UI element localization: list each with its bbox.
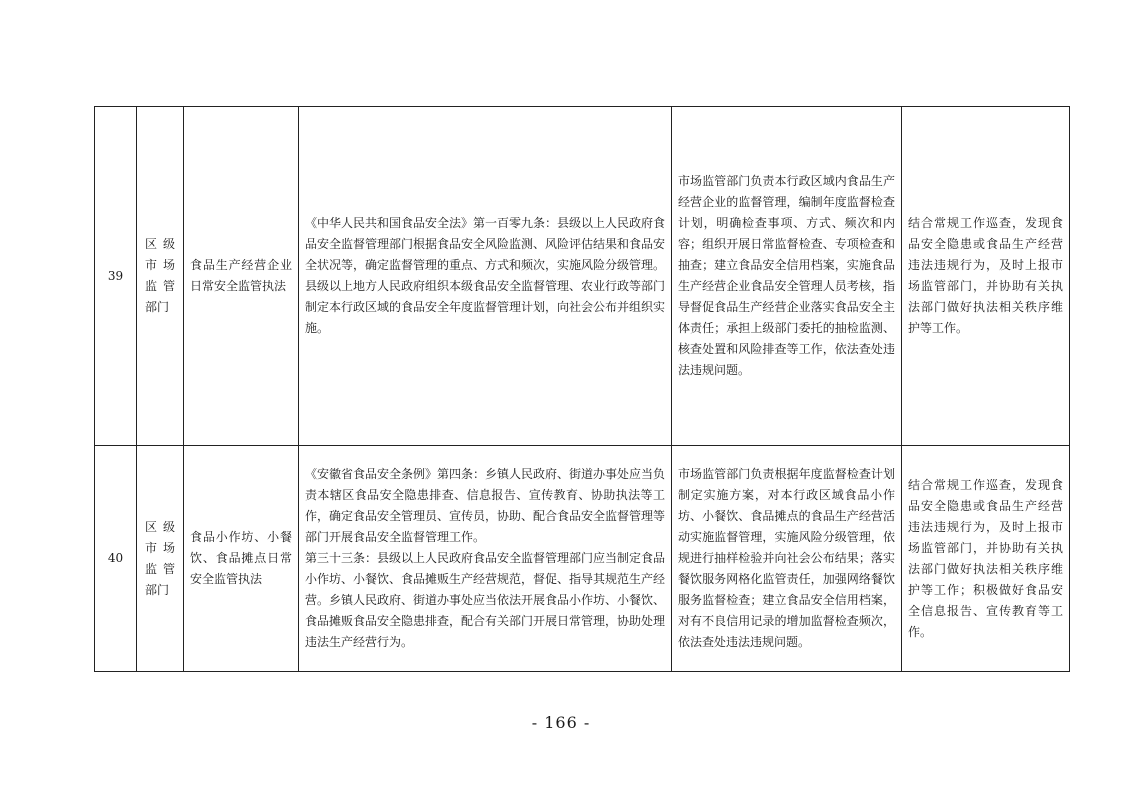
page-number: - 166 -: [531, 713, 591, 732]
table-row: [95, 107, 1070, 446]
cooperation-duty-cell: 结合常规工作巡查，发现食品安全隐患或食品生产经营违法违规行为，及时上报市场监管部门，并协助有关执法部门做好执法相关秩序维护等工作。: [902, 107, 1070, 446]
department-duty-cell: 市场监管部门负责本行政区域内食品生产经营企业的监督管理，编制年度监督检查计划，明确检查事项、方式、频次和内容；组织开展日常监督检查、专项检查和抽查；建立食品安全信用档案，实施食品生产经营企业食品安全管理人员考核，指导督促食品生产经营企业落实食品安全主体责任；承担上级部门委托的抽检监测、核查处置和风险排查等工作，依法查处违法违规问题。: [672, 107, 902, 446]
legal-basis-paragraph: 《中华人民共和国食品安全法》第一百零九条：县级以上人民政府食品安全监督管理部门根据食品安全风险监测、风险评估结果和食品安全状况等，确定监督管理的重点、方式和频次，实施风险分级管理。县级以上地方人民政府组织本级食品安全监督管理、农业行政等部门制定本行政区域的食品安全年度监督管理计划，向社会公布并组织实施。: [305, 216, 666, 335]
cooperation-duty-cell: 结合常规工作巡查，发现食品安全隐患或食品生产经营违法违规行为，及时上报市场监管部门，并协助有关执法部门做好执法相关秩序维护等工作；积极做好食品安全信息报告、宣传教育等工作。: [902, 446, 1070, 672]
item-cell: 食品小作坊、小餐饮、食品摊点日常安全监管执法: [184, 446, 299, 672]
row-number: 40: [95, 446, 137, 672]
department-cell: 区级市场监管部门: [137, 446, 184, 672]
item-cell: 食品生产经营企业日常安全监管执法: [184, 107, 299, 446]
legal-basis-cell: [299, 107, 672, 446]
row-number: 39: [95, 107, 137, 446]
legal-basis-paragraph: 《安徽省食品安全条例》第四条：乡镇人民政府、街道办事处应当负责本辖区食品安全隐患排查、信息报告、宣传教育、协助执法等工作，确定食品安全管理员、宣传员，协助、配合食品安全监督管理等部门开展食品安全监督管理工作。: [305, 467, 666, 544]
duty-table: [94, 106, 1070, 672]
table-row: [95, 446, 1070, 672]
legal-basis-cell: [299, 446, 672, 672]
legal-basis-paragraph: 第三十三条：县级以上人民政府食品安全监督管理部门应当制定食品小作坊、小餐饮、食品摊贩生产经营规范，督促、指导其规范生产经营。乡镇人民政府、街道办事处应当依法开展食品小作坊、小餐饮、食品摊贩食品安全隐患排查，配合有关部门开展日常管理，协助处理违法生产经营行为。: [305, 551, 666, 649]
department-cell: 区级市场监管部门: [137, 107, 184, 446]
department-duty-cell: 市场监管部门负责根据年度监督检查计划制定实施方案，对本行政区域食品小作坊、小餐饮、食品摊点的食品生产经营活动实施监督管理，实施风险分级管理，依规进行抽样检验并向社会公布结果；落实餐饮服务网格化监管责任，加强网络餐饮服务监督检查；建立食品安全信用档案，对有不良信用记录的增加监督检查频次，依法查处违法违规问题。: [672, 446, 902, 672]
